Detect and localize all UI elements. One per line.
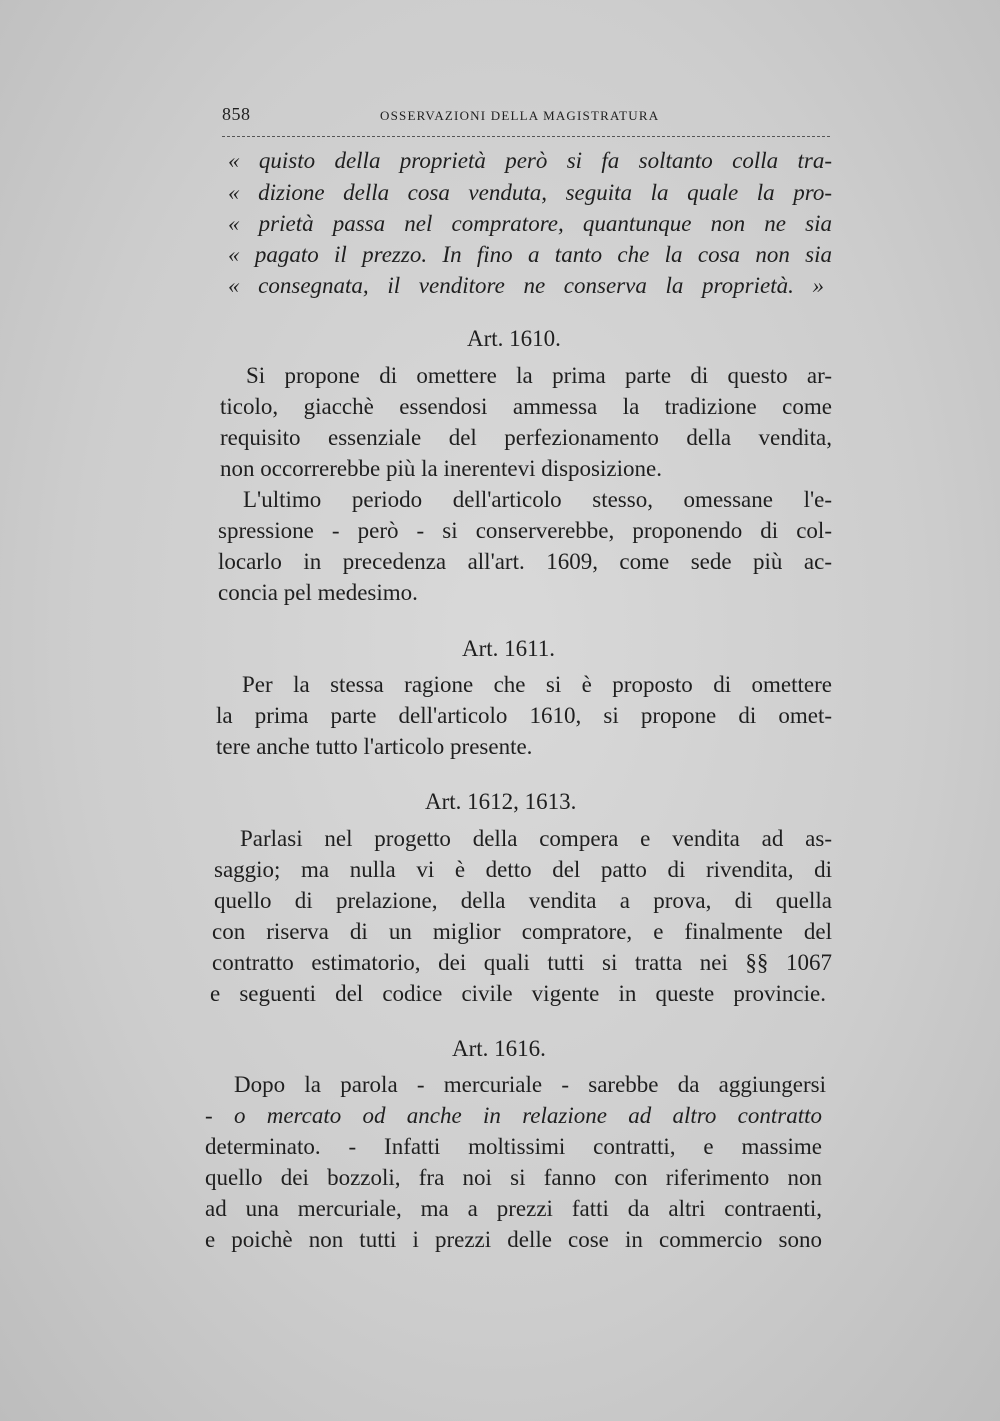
paragraph-line: ticolo, giacchè essendosi ammessa la tradizione come xyxy=(220,394,832,419)
paragraph-line: Parlasi nel progetto della compera e vendita ad as- xyxy=(240,826,832,851)
page-number: 858 xyxy=(222,104,251,124)
paragraph-line: L'ultimo periodo dell'articolo stesso, omessane l'e- xyxy=(243,487,832,512)
paragraph-line: con riserva di un miglior compratore, e finalmente del xyxy=(212,919,832,944)
paragraph-line: quello di prelazione, della vendita a prova, di quella xyxy=(214,888,832,913)
paragraph-line: Si propone di omettere la prima parte di questo ar- xyxy=(246,363,832,388)
paragraph-line: spressione - però - si conserverebbe, proponendo di col- xyxy=(218,518,832,543)
paragraph-line: Dopo la parola - mercuriale - sarebbe da aggiungersi xyxy=(234,1072,826,1097)
running-title: OSSERVAZIONI DELLA MAGISTRATURA xyxy=(380,108,660,123)
paragraph-line: tere anche tutto l'articolo presente. xyxy=(216,734,533,759)
section-heading: Art. 1616. xyxy=(452,1036,546,1061)
paragraph-line: saggio; ma nulla vi è detto del patto di rivendita, di xyxy=(214,857,832,882)
paragraph-line: locarlo in precedenza all'art. 1609, come sede più ac- xyxy=(218,549,832,574)
paragraph-line: quello dei bozzoli, fra noi si fanno con riferimento non xyxy=(205,1165,822,1190)
section-heading: Art. 1611. xyxy=(462,636,556,661)
quote-line: « prietà passa nel compratore, quantunque non ne sia xyxy=(228,211,832,236)
quote-line: « dizione della cosa venduta, seguita la quale la pro- xyxy=(228,180,832,205)
section-heading: Art. 1612, 1613. xyxy=(425,789,577,814)
quote-line: « consegnata, il venditore ne conserva la proprietà. » xyxy=(228,273,824,298)
paragraph-line: non occorrerebbe più la inerentevi disposizione. xyxy=(220,456,662,481)
paragraph-line: ad una mercuriale, ma a prezzi fatti da altri contraenti, xyxy=(205,1196,822,1221)
paragraph-line: Per la stessa ragione che si è proposto di omettere xyxy=(242,672,832,697)
quote-line: « pagato il prezzo. In fino a tanto che la cosa non sia xyxy=(228,242,832,267)
page-header xyxy=(222,100,830,137)
paragraph-line: e poichè non tutti i prezzi delle cose in commercio sono xyxy=(205,1227,822,1252)
paragraph-line: e seguenti del codice civile vigente in queste provincie. xyxy=(210,981,826,1006)
paragraph-line: determinato. - Infatti moltissimi contratti, e massime xyxy=(205,1134,822,1159)
paragraph-line: contratto estimatorio, dei quali tutti si tratta nei §§ 1067 xyxy=(212,950,832,975)
paragraph-line: requisito essenziale del perfezionamento della vendita, xyxy=(220,425,832,450)
paragraph-line: la prima parte dell'articolo 1610, si propone di omet- xyxy=(216,703,832,728)
paragraph-line: - o mercato od anche in relazione ad altro contratto xyxy=(205,1103,822,1128)
paragraph-line: concia pel medesimo. xyxy=(218,580,418,605)
quote-line: « quisto della proprietà però si fa soltanto colla tra- xyxy=(228,148,832,173)
section-heading: Art. 1610. xyxy=(467,326,561,351)
